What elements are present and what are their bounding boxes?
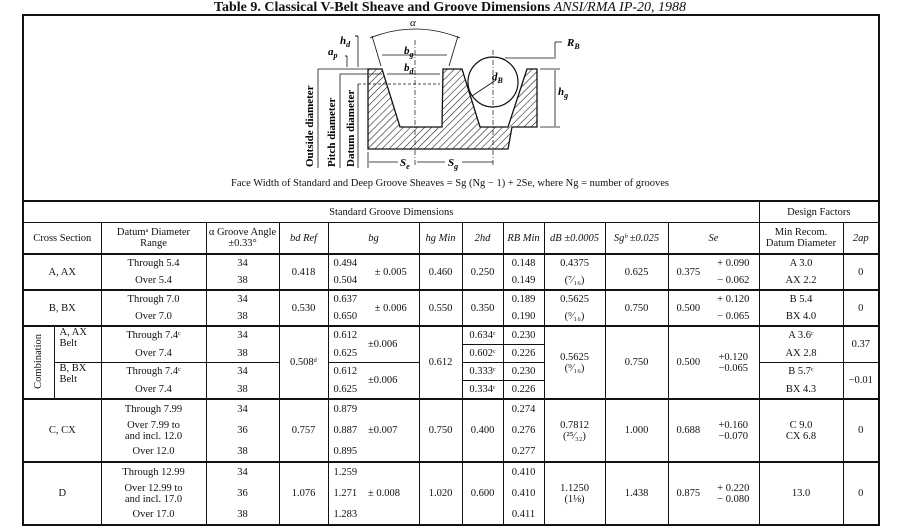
rb-value: 0.411 <box>503 505 544 526</box>
se-value: 0.875 <box>668 462 708 525</box>
bg-tolerance: ± 0.006 <box>363 290 419 326</box>
svg-text:hg: $h_g$ <box>558 86 569 100</box>
db-value: 0.5625 <box>544 290 605 308</box>
sg-value: 0.750 <box>605 290 668 326</box>
rb-value: 0.410 <box>503 483 544 505</box>
bg-value: 0.612 <box>328 326 363 345</box>
sg-value: 1.438 <box>605 462 668 525</box>
groove-angle: 38 <box>206 345 279 363</box>
rb-value: 0.274 <box>503 399 544 420</box>
bd-value: 0.418 <box>279 254 328 290</box>
min-recom: A 3.6ᶜ <box>759 326 843 345</box>
rb-value: 0.410 <box>503 462 544 483</box>
col-bg: bg <box>328 223 419 255</box>
rb-value: 0.149 <box>503 272 544 290</box>
2ap-value: 0.37 <box>843 326 879 363</box>
rb-value: 0.230 <box>503 363 544 381</box>
hg-value: 0.612 <box>419 326 462 399</box>
col-rb: RB Min <box>503 223 544 255</box>
combination-label: Combination <box>23 326 54 399</box>
bg-value: 0.637 <box>328 290 363 308</box>
datum-range: Over 7.99 to and incl. 12.0 <box>101 420 206 442</box>
datum-range: Over 7.4 <box>101 381 206 400</box>
bg-tolerance: ± 0.005 <box>363 254 419 290</box>
2ap-value: 0 <box>843 254 879 290</box>
bg-value: 0.625 <box>328 381 363 400</box>
min-recom: 13.0 <box>759 462 843 525</box>
col-datum-range: Datumᵃ Diameter Range <box>101 223 206 255</box>
groove-angle: 36 <box>206 483 279 505</box>
db-cell: 0.7812 (²⁵⁄₃₂) <box>544 399 605 462</box>
bg-value: 0.625 <box>328 345 363 363</box>
bg-value: 0.879 <box>328 399 363 420</box>
2ap-value: 0 <box>843 462 879 525</box>
se-tolerance: + 0.220 − 0.080 <box>708 462 759 525</box>
bg-value: 0.504 <box>328 272 363 290</box>
alpha-label: α <box>410 17 416 29</box>
rb-value: 0.148 <box>503 254 544 272</box>
svg-text:dB: $d_B$ <box>492 71 503 85</box>
se-tolerance: − 0.062 <box>708 272 759 290</box>
datum-range: Over 7.0 <box>101 308 206 326</box>
table-row <box>23 462 879 483</box>
bg-value: 1.283 <box>328 505 363 526</box>
table-row <box>23 326 879 345</box>
svg-text:bg: $b_g$ <box>404 45 414 59</box>
col-2ap: 2ap <box>843 223 879 255</box>
datum-range: Through 12.99 <box>101 462 206 483</box>
bg-value: 0.612 <box>328 363 363 381</box>
col-bd: bd Ref <box>279 223 328 255</box>
groove-angle: 38 <box>206 308 279 326</box>
2hd-value: 0.334ᶜ <box>462 381 503 400</box>
svg-text:hd: $h_d$ <box>340 35 351 49</box>
bd-value: 0.530 <box>279 290 328 326</box>
table-row <box>23 399 879 420</box>
se-value: 0.500 <box>668 290 708 326</box>
bg-value: 1.259 <box>328 462 363 483</box>
rb-value: 0.226 <box>503 381 544 400</box>
outside-diameter-label: Outside diameter <box>304 85 316 167</box>
datum-range: Over 12.0 <box>101 442 206 463</box>
bg-tolerance: ±0.006 <box>363 326 419 363</box>
min-recom: B 5.7ᶜ <box>759 363 843 381</box>
db-value: 0.4375 <box>544 254 605 272</box>
bg-value: 1.271 <box>328 483 363 505</box>
min-recom: C 9.0 CX 6.8 <box>759 399 843 462</box>
col-min-recom: Min Recom. Datum Diameter <box>759 223 843 255</box>
sheave-groove-diagram <box>0 0 900 200</box>
cross-section: C, CX <box>23 399 101 462</box>
col-db: dB ±0.0005 <box>544 223 605 255</box>
min-recom: BX 4.3 <box>759 381 843 400</box>
bd-value: 0.757 <box>279 399 328 462</box>
2ap-value: 0 <box>843 290 879 326</box>
min-recom: AX 2.2 <box>759 272 843 290</box>
face-width-caption: Face Width of Standard and Deep Groove Sheaves = Sg (Ng − 1) + 2Se, where Ng = number of grooves <box>230 178 669 189</box>
datum-range: Over 17.0 <box>101 505 206 526</box>
datum-range: Through 7.99 <box>101 399 206 420</box>
2ap-value: 0 <box>843 399 879 462</box>
bd-value: 1.076 <box>279 462 328 525</box>
rb-value: 0.277 <box>503 442 544 463</box>
min-recom: B 5.4 <box>759 290 843 308</box>
groove-angle: 34 <box>206 254 279 272</box>
sg-value: 0.750 <box>605 326 668 399</box>
col-hg: hg Min <box>419 223 462 255</box>
se-value: 0.688 <box>668 399 708 462</box>
2hd-value: 0.602ᶜ <box>462 345 503 363</box>
datum-range: Through 7.4ᶜ <box>101 326 206 345</box>
db-cell: 0.5625 (⁹⁄₁₆) <box>544 326 605 399</box>
hg-value: 1.020 <box>419 462 462 525</box>
2hd-value: 0.350 <box>462 290 503 326</box>
se-tolerance: + 0.120 <box>708 290 759 308</box>
db-fraction: (⁷⁄₁₆) <box>544 272 605 290</box>
datum-range: Through 5.4 <box>101 254 206 272</box>
bg-value: 0.650 <box>328 308 363 326</box>
groove-angle: 34 <box>206 290 279 308</box>
pitch-diameter-label: Pitch diameter <box>326 97 338 167</box>
belt-subsection: A, AX Belt <box>54 326 101 363</box>
svg-text:Sg: $S_g$ <box>448 157 459 171</box>
belt-subsection: B, BX Belt <box>54 363 101 400</box>
datum-range: Over 7.4 <box>101 345 206 363</box>
column-headers <box>23 223 879 255</box>
rb-value: 0.276 <box>503 420 544 442</box>
groove-angle: 38 <box>206 272 279 290</box>
bg-tolerance: ±0.006 <box>363 363 419 400</box>
rb-value: 0.230 <box>503 326 544 345</box>
db-fraction: (⁹⁄₁₆) <box>544 308 605 326</box>
standard-groove-header: Standard Groove Dimensions <box>23 201 759 223</box>
col-2hd: 2hd <box>462 223 503 255</box>
table-row <box>23 254 879 272</box>
2hd-value: 0.333ᶜ <box>462 363 503 381</box>
datum-range: Through 7.4ᶜ <box>101 363 206 381</box>
svg-text:RB: $R_B$ <box>567 37 580 51</box>
svg-text:bd: $b_d$ <box>404 62 414 76</box>
svg-text:ap: $a_p$ <box>328 46 338 60</box>
groove-angle: 34 <box>206 462 279 483</box>
min-recom: BX 4.0 <box>759 308 843 326</box>
groove-dimensions-table <box>22 200 880 526</box>
title-source: ANSI/RMA IP-20, 1988 <box>553 0 687 15</box>
datum-diameter-label: Datum diameter <box>345 89 357 167</box>
groove-angle: 34 <box>206 326 279 345</box>
bg-value: 0.887 <box>328 420 363 442</box>
2hd-value: 0.634ᶜ <box>462 326 503 345</box>
bg-tolerance: ±0.007 <box>363 399 419 462</box>
bg-value: 0.895 <box>328 442 363 463</box>
groove-angle: 38 <box>206 442 279 463</box>
db-cell: 1.1250 (1⅛) <box>544 462 605 525</box>
bg-tolerance: ± 0.008 <box>363 462 419 525</box>
se-tolerance: +0.160 −0.070 <box>708 399 759 462</box>
datum-range: Through 7.0 <box>101 290 206 308</box>
groove-angle: 38 <box>206 505 279 526</box>
groove-angle: 38 <box>206 381 279 400</box>
min-recom: A 3.0 <box>759 254 843 272</box>
groove-angle: 34 <box>206 363 279 381</box>
groove-angle: 34 <box>206 399 279 420</box>
groove-angle: 36 <box>206 420 279 442</box>
datum-range: Over 5.4 <box>101 272 206 290</box>
cross-section: B, BX <box>23 290 101 326</box>
2hd-value: 0.600 <box>462 462 503 525</box>
2hd-value: 0.400 <box>462 399 503 462</box>
bd-value: 0.508ᵈ <box>279 326 328 399</box>
col-cross-section: Cross Section <box>23 223 101 255</box>
se-value: 0.375 <box>668 254 708 290</box>
col-se: Se <box>668 223 759 255</box>
2hd-value: 0.250 <box>462 254 503 290</box>
col-groove-angle: α Groove Angle ±0.33° <box>206 223 279 255</box>
se-value: 0.500 <box>668 326 708 399</box>
rb-value: 0.226 <box>503 345 544 363</box>
datum-range: Over 12.99 to and incl. 17.0 <box>101 483 206 505</box>
svg-text:Se: $S_e$ <box>400 157 410 171</box>
se-tolerance: − 0.065 <box>708 308 759 326</box>
hg-value: 0.750 <box>419 399 462 462</box>
rb-value: 0.190 <box>503 308 544 326</box>
cross-section: D <box>23 462 101 525</box>
rb-value: 0.189 <box>503 290 544 308</box>
sg-value: 1.000 <box>605 399 668 462</box>
2ap-value: −0.01 <box>843 363 879 400</box>
sg-value: 0.625 <box>605 254 668 290</box>
se-tolerance: + 0.090 <box>708 254 759 272</box>
hg-value: 0.460 <box>419 254 462 290</box>
cross-section: A, AX <box>23 254 101 290</box>
design-factors-header: Design Factors <box>759 201 879 223</box>
hg-value: 0.550 <box>419 290 462 326</box>
title-main: Table 9. Classical V-Belt Sheave and Groove Dimensions <box>213 0 551 15</box>
se-tolerance: +0.120 −0.065 <box>708 326 759 399</box>
table-row <box>23 290 879 308</box>
min-recom: AX 2.8 <box>759 345 843 363</box>
bg-value: 0.494 <box>328 254 363 272</box>
col-sg: Sgᵇ ±0.025 <box>605 223 668 255</box>
